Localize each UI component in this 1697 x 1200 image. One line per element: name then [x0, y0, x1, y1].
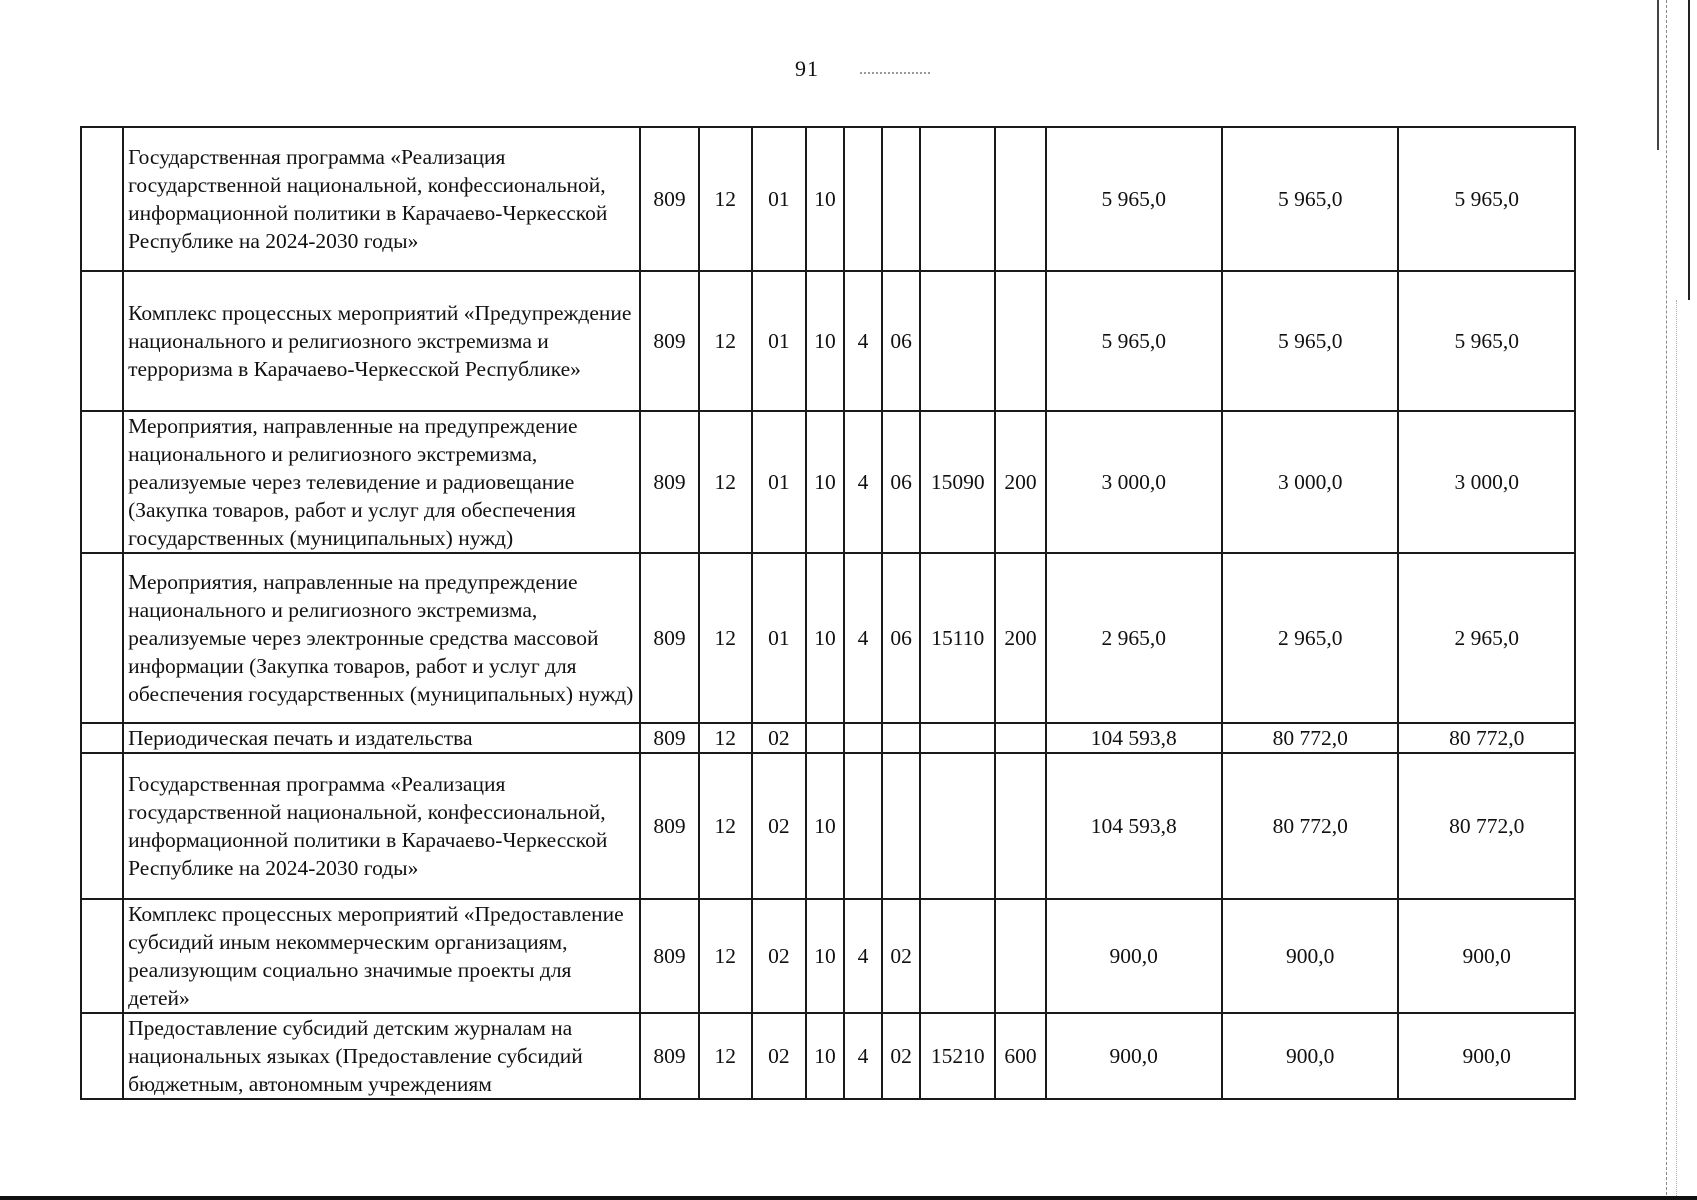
expense-type-code-cell: [995, 723, 1045, 753]
section-code-cell: 12: [699, 753, 752, 899]
expense-name-cell: Мероприятия, направленные на предупреждение национального и религиозного экстремизма, реализуемые через электронные средства массовой информации (Закупка товаров, работ и услуг для обеспечения государственных (муниципальных) нужд): [123, 553, 640, 723]
subprogram-code-cell: 4: [844, 899, 882, 1013]
scan-artifact-dots: [860, 72, 930, 74]
complex-code-cell: 06: [882, 271, 920, 411]
amount-year-3-cell: 900,0: [1398, 899, 1575, 1013]
row-number-cell: [81, 723, 123, 753]
direction-code-cell: [920, 723, 995, 753]
amount-year-2-cell: 80 772,0: [1222, 723, 1398, 753]
ministry-code-cell: 809: [640, 753, 698, 899]
budget-table: [80, 126, 1576, 1100]
scan-edge-line: [1657, 0, 1659, 150]
subprogram-code-cell: 4: [844, 271, 882, 411]
expense-name-cell: Периодическая печать и издательства: [123, 723, 640, 753]
row-number-cell: [81, 411, 123, 553]
program-code-cell: 10: [806, 1013, 844, 1099]
amount-year-1-cell: 104 593,8: [1046, 723, 1222, 753]
direction-code-cell: [920, 127, 995, 271]
scan-bottom-edge: [0, 1196, 1697, 1200]
row-number-cell: [81, 127, 123, 271]
program-code-cell: 10: [806, 271, 844, 411]
amount-year-2-cell: 5 965,0: [1222, 271, 1398, 411]
amount-year-3-cell: 900,0: [1398, 1013, 1575, 1099]
ministry-code-cell: 809: [640, 553, 698, 723]
expense-name-cell: Комплекс процессных мероприятий «Предоставление субсидий иным некоммерческим организациям, реализующим социально значимые проекты для детей»: [123, 899, 640, 1013]
amount-year-1-cell: 900,0: [1046, 1013, 1222, 1099]
expense-name-cell: Предоставление субсидий детским журналам на национальных языках (Предоставление субсидий бюджетным, автономным учреждениям: [123, 1013, 640, 1099]
subprogram-code-cell: [844, 753, 882, 899]
subsection-code-cell: 01: [752, 553, 806, 723]
subsection-code-cell: 02: [752, 899, 806, 1013]
expense-type-code-cell: 200: [995, 411, 1045, 553]
table-row: [81, 553, 1575, 723]
subprogram-code-cell: 4: [844, 411, 882, 553]
expense-type-code-cell: 200: [995, 553, 1045, 723]
table-row: [81, 271, 1575, 411]
row-number-cell: [81, 553, 123, 723]
amount-year-3-cell: 2 965,0: [1398, 553, 1575, 723]
complex-code-cell: [882, 753, 920, 899]
amount-year-1-cell: 5 965,0: [1046, 127, 1222, 271]
expense-name-cell: Государственная программа «Реализация государственной национальной, конфессиональной, информационной политики в Карачаево-Черкесской Республике на 2024-2030 годы»: [123, 753, 640, 899]
scan-edge-line: [1666, 0, 1667, 1200]
amount-year-2-cell: 3 000,0: [1222, 411, 1398, 553]
section-code-cell: 12: [699, 127, 752, 271]
direction-code-cell: [920, 753, 995, 899]
subsection-code-cell: 01: [752, 411, 806, 553]
table-row: [81, 899, 1575, 1013]
direction-code-cell: 15110: [920, 553, 995, 723]
ministry-code-cell: 809: [640, 723, 698, 753]
table-row: [81, 723, 1575, 753]
section-code-cell: 12: [699, 899, 752, 1013]
section-code-cell: 12: [699, 553, 752, 723]
expense-name-cell: Государственная программа «Реализация государственной национальной, конфессиональной, информационной политики в Карачаево-Черкесской Республике на 2024-2030 годы»: [123, 127, 640, 271]
table-row: [81, 1013, 1575, 1099]
row-number-cell: [81, 1013, 123, 1099]
program-code-cell: 10: [806, 411, 844, 553]
program-code-cell: 10: [806, 753, 844, 899]
amount-year-1-cell: 2 965,0: [1046, 553, 1222, 723]
section-code-cell: 12: [699, 411, 752, 553]
subsection-code-cell: 02: [752, 1013, 806, 1099]
section-code-cell: 12: [699, 271, 752, 411]
subprogram-code-cell: [844, 723, 882, 753]
amount-year-2-cell: 5 965,0: [1222, 127, 1398, 271]
complex-code-cell: 02: [882, 1013, 920, 1099]
section-code-cell: 12: [699, 1013, 752, 1099]
complex-code-cell: [882, 127, 920, 271]
expense-type-code-cell: [995, 753, 1045, 899]
amount-year-2-cell: 900,0: [1222, 899, 1398, 1013]
subsection-code-cell: 01: [752, 271, 806, 411]
subsection-code-cell: 02: [752, 753, 806, 899]
program-code-cell: 10: [806, 899, 844, 1013]
expense-name-cell: Мероприятия, направленные на предупреждение национального и религиозного экстремизма, реализуемые через телевидение и радиовещание (Закупка товаров, работ и услуг для обеспечения государственных (муниципальных) нужд): [123, 411, 640, 553]
table-row: [81, 411, 1575, 553]
table-row: [81, 127, 1575, 271]
page-number: 91: [795, 56, 819, 81]
scan-edge-line: [1676, 300, 1677, 1200]
amount-year-1-cell: 3 000,0: [1046, 411, 1222, 553]
program-code-cell: [806, 723, 844, 753]
direction-code-cell: [920, 271, 995, 411]
amount-year-2-cell: 900,0: [1222, 1013, 1398, 1099]
amount-year-1-cell: 5 965,0: [1046, 271, 1222, 411]
complex-code-cell: [882, 723, 920, 753]
complex-code-cell: 06: [882, 411, 920, 553]
direction-code-cell: [920, 899, 995, 1013]
subprogram-code-cell: [844, 127, 882, 271]
program-code-cell: 10: [806, 553, 844, 723]
complex-code-cell: 06: [882, 553, 920, 723]
subsection-code-cell: 01: [752, 127, 806, 271]
expense-name-cell: Комплекс процессных мероприятий «Предупреждение национального и религиозного экстремизма и терроризма в Карачаево-Черкесской Республике»: [123, 271, 640, 411]
table-row: [81, 753, 1575, 899]
scan-edge-line: [1688, 0, 1690, 300]
amount-year-3-cell: 80 772,0: [1398, 753, 1575, 899]
ministry-code-cell: 809: [640, 271, 698, 411]
row-number-cell: [81, 899, 123, 1013]
complex-code-cell: 02: [882, 899, 920, 1013]
section-code-cell: 12: [699, 723, 752, 753]
ministry-code-cell: 809: [640, 411, 698, 553]
ministry-code-cell: 809: [640, 899, 698, 1013]
amount-year-1-cell: 104 593,8: [1046, 753, 1222, 899]
amount-year-3-cell: 3 000,0: [1398, 411, 1575, 553]
direction-code-cell: 15210: [920, 1013, 995, 1099]
amount-year-3-cell: 80 772,0: [1398, 723, 1575, 753]
ministry-code-cell: 809: [640, 127, 698, 271]
program-code-cell: 10: [806, 127, 844, 271]
amount-year-3-cell: 5 965,0: [1398, 127, 1575, 271]
expense-type-code-cell: 600: [995, 1013, 1045, 1099]
subsection-code-cell: 02: [752, 723, 806, 753]
row-number-cell: [81, 753, 123, 899]
amount-year-2-cell: 80 772,0: [1222, 753, 1398, 899]
expense-type-code-cell: [995, 271, 1045, 411]
subprogram-code-cell: 4: [844, 1013, 882, 1099]
amount-year-2-cell: 2 965,0: [1222, 553, 1398, 723]
amount-year-3-cell: 5 965,0: [1398, 271, 1575, 411]
row-number-cell: [81, 271, 123, 411]
expense-type-code-cell: [995, 127, 1045, 271]
amount-year-1-cell: 900,0: [1046, 899, 1222, 1013]
ministry-code-cell: 809: [640, 1013, 698, 1099]
expense-type-code-cell: [995, 899, 1045, 1013]
direction-code-cell: 15090: [920, 411, 995, 553]
subprogram-code-cell: 4: [844, 553, 882, 723]
